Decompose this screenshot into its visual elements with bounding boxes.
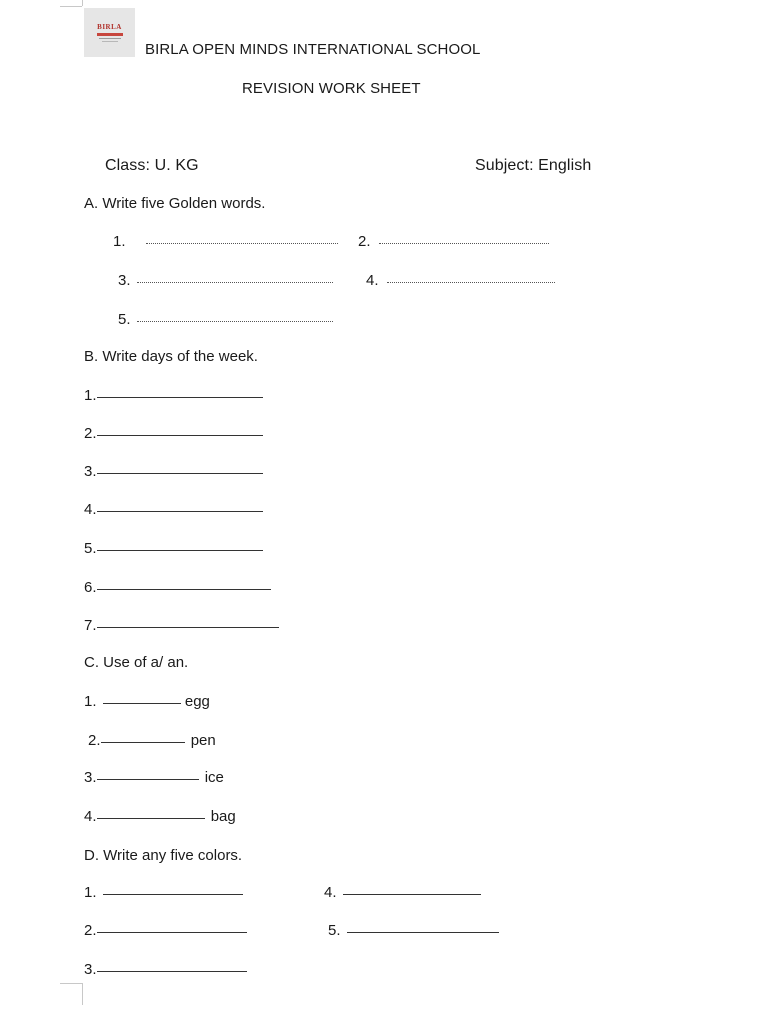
item-number: 4.: [366, 272, 379, 289]
answer-blank[interactable]: [97, 511, 263, 512]
crop-mark: [82, 0, 83, 6]
color-item: [324, 884, 481, 901]
item-number: 4.: [84, 501, 97, 518]
item-number: 7.: [84, 617, 97, 634]
answer-blank[interactable]: [379, 243, 549, 244]
answer-blank[interactable]: [101, 742, 185, 743]
answer-blank[interactable]: [347, 932, 499, 933]
golden-word-item: [366, 272, 555, 289]
color-item: [84, 961, 247, 978]
answer-blank[interactable]: [103, 703, 181, 704]
item-number: 3.: [84, 961, 97, 978]
item-number: 1.: [84, 387, 97, 404]
article-word: ice: [204, 769, 224, 786]
school-name: BIRLA OPEN MINDS INTERNATIONAL SCHOOL: [145, 41, 481, 58]
golden-word-item: [113, 233, 338, 250]
weekday-item: [84, 540, 263, 557]
golden-word-item: [358, 233, 549, 250]
answer-blank[interactable]: [97, 589, 271, 590]
item-number: 3.: [84, 463, 97, 480]
section-b-heading: B. Write days of the week.: [84, 348, 258, 365]
answer-blank[interactable]: [97, 397, 263, 398]
article-word: egg: [184, 693, 210, 710]
crop-mark: [82, 983, 83, 1005]
item-number: 5.: [84, 540, 97, 557]
item-number: 2.: [84, 922, 97, 939]
crop-mark: [60, 983, 82, 984]
item-number: 1.: [84, 693, 97, 710]
school-logo: [84, 8, 135, 57]
article-item: [88, 732, 216, 749]
logo-line: [99, 38, 121, 39]
color-item: [84, 922, 247, 939]
answer-blank[interactable]: [103, 894, 243, 895]
class-label: Class: U. KG: [105, 157, 199, 174]
answer-blank[interactable]: [97, 435, 263, 436]
item-number: 5.: [328, 922, 341, 939]
answer-blank[interactable]: [97, 818, 205, 819]
article-word: pen: [190, 732, 216, 749]
color-item: [84, 884, 243, 901]
answer-blank[interactable]: [97, 779, 199, 780]
answer-blank[interactable]: [97, 550, 263, 551]
answer-blank[interactable]: [137, 321, 333, 322]
answer-blank[interactable]: [97, 627, 279, 628]
item-number: 1.: [113, 233, 126, 250]
subject-label: Subject: English: [475, 157, 592, 174]
answer-blank[interactable]: [97, 932, 247, 933]
section-d-heading: D. Write any five colors.: [84, 847, 243, 864]
item-number: 4.: [84, 808, 97, 825]
worksheet-title: REVISION WORK SHEET: [242, 80, 421, 97]
item-number: 2.: [358, 233, 371, 250]
color-item: [328, 922, 499, 939]
weekday-item: [84, 579, 271, 596]
answer-blank[interactable]: [137, 282, 333, 283]
golden-word-item: [118, 272, 333, 289]
weekday-item: [84, 387, 263, 404]
article-item: [84, 769, 224, 786]
logo-text: BIRLA: [97, 22, 122, 31]
answer-blank[interactable]: [387, 282, 555, 283]
logo-line: [102, 41, 118, 42]
golden-word-item: [118, 311, 333, 328]
item-number: 1.: [84, 884, 97, 901]
answer-blank[interactable]: [97, 971, 247, 972]
item-number: 4.: [324, 884, 337, 901]
weekday-item: [84, 501, 263, 518]
answer-blank[interactable]: [146, 243, 338, 244]
answer-blank[interactable]: [343, 894, 481, 895]
weekday-item: [84, 463, 263, 480]
item-number: 2.: [88, 732, 101, 749]
item-number: 3.: [118, 272, 131, 289]
item-number: 3.: [84, 769, 97, 786]
article-word: bag: [210, 808, 236, 825]
item-number: 2.: [84, 425, 97, 442]
item-number: 5.: [118, 311, 131, 328]
section-c-heading: C. Use of a/ an.: [84, 654, 189, 671]
logo-bar: [97, 33, 123, 36]
article-item: [84, 693, 210, 710]
section-a-heading: A. Write five Golden words.: [84, 195, 266, 212]
article-item: [84, 808, 236, 825]
weekday-item: [84, 425, 263, 442]
answer-blank[interactable]: [97, 473, 263, 474]
item-number: 6.: [84, 579, 97, 596]
weekday-item: [84, 617, 279, 634]
crop-mark: [60, 6, 82, 7]
